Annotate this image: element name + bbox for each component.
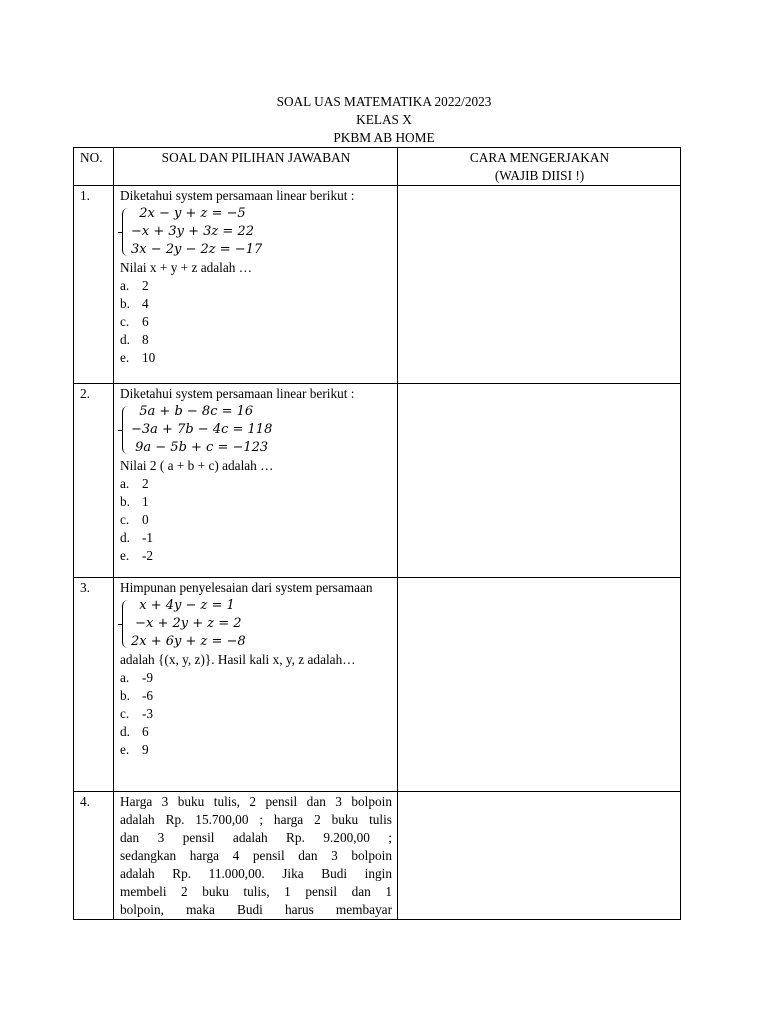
- question-cell: [114, 578, 398, 792]
- question-text: Nilai 2 ( a + b + c) adalah …: [120, 458, 274, 473]
- table-row: [74, 792, 681, 920]
- row-number: 4.: [74, 792, 114, 920]
- option-b: b. 1: [120, 494, 149, 509]
- document-class: KELAS X: [356, 112, 412, 127]
- question-intro: Diketahui system persamaan linear berikut :: [120, 188, 355, 203]
- table-row: [74, 186, 681, 384]
- brace-icon: [122, 406, 129, 454]
- header-question: SOAL DAN PILIHAN JAWABAN: [114, 148, 398, 186]
- table-header-row: [74, 148, 681, 186]
- brace-icon: [122, 600, 129, 648]
- work-cell[interactable]: [398, 186, 681, 384]
- option-d: d. 8: [120, 332, 149, 347]
- table-row: [74, 384, 681, 578]
- brace-icon: [122, 208, 129, 256]
- question-cell: [114, 384, 398, 578]
- question-line: dan 3 pensil adalah Rp. 9.200,00 ;: [120, 830, 392, 845]
- row-number: 3.: [74, 578, 114, 792]
- option-a: a. -9: [120, 670, 154, 685]
- row-number: 1.: [74, 186, 114, 384]
- option-e: e. 10: [120, 350, 156, 365]
- option-b: b. -6: [120, 688, 154, 703]
- question-intro: Himpunan penyelesaian dari system persamaan: [120, 580, 373, 595]
- equation: −x + 2y + z = 2: [131, 616, 242, 631]
- option-c: c. 6: [120, 314, 149, 329]
- option-c: c. -3: [120, 706, 154, 721]
- header-no: NO.: [74, 148, 114, 186]
- exam-table: [73, 147, 681, 920]
- equation: 2x − y + z = −5: [131, 206, 246, 221]
- equation: −x + 3y + 3z = 22: [131, 224, 254, 239]
- option-e: e. 9: [120, 742, 149, 757]
- option-d: d. 6: [120, 724, 149, 739]
- header-work: [398, 148, 681, 186]
- document-title: SOAL UAS MATEMATIKA 2022/2023: [276, 94, 492, 109]
- question-line: membeli 2 buku tulis, 1 pensil dan 1: [120, 884, 392, 899]
- question-line: bolpoin, maka Budi harus membayar: [120, 902, 392, 917]
- question-text: adalah {(x, y, z)}. Hasil kali x, y, z adalah…: [120, 652, 356, 667]
- table-row: [74, 578, 681, 792]
- equation-system: [121, 205, 392, 259]
- question-line: Harga 3 buku tulis, 2 pensil dan 3 bolpoin: [120, 794, 392, 809]
- equation: 9a − 5b + c = −123: [131, 440, 269, 455]
- work-cell[interactable]: [398, 792, 681, 920]
- work-cell[interactable]: [398, 384, 681, 578]
- header-work-line2: (WAJIB DIISI !): [494, 168, 585, 183]
- equation: 3x − 2y − 2z = −17: [131, 242, 263, 257]
- question-line: adalah Rp. 11.000,00. Jika Budi ingin: [120, 866, 392, 881]
- document-school: PKBM AB HOME: [333, 130, 435, 145]
- option-d: d. -1: [120, 530, 154, 545]
- equation-system: [121, 403, 392, 457]
- equation: x + 4y − z = 1: [131, 598, 235, 613]
- option-a: a. 2: [120, 476, 149, 491]
- question-line: sedangkan harga 4 pensil dan 3 bolpoin: [120, 848, 392, 863]
- equation: 2x + 6y + z = −8: [131, 634, 246, 649]
- equation: 5a + b − 8c = 16: [131, 404, 254, 419]
- question-cell: [114, 792, 398, 920]
- question-intro: Diketahui system persamaan linear berikut :: [120, 386, 355, 401]
- option-e: e. -2: [120, 548, 154, 563]
- option-a: a. 2: [120, 278, 149, 293]
- option-c: c. 0: [120, 512, 149, 527]
- row-number: 2.: [74, 384, 114, 578]
- equation-system: [121, 597, 392, 651]
- header-work-line1: CARA MENGERJAKAN: [469, 150, 610, 165]
- work-cell[interactable]: [398, 578, 681, 792]
- question-line: adalah Rp. 15.700,00 ; harga 2 buku tulis: [120, 812, 392, 827]
- question-cell: [114, 186, 398, 384]
- option-b: b. 4: [120, 296, 149, 311]
- equation: −3a + 7b − 4c = 118: [131, 422, 273, 437]
- question-text: Nilai x + y + z adalah …: [120, 260, 253, 275]
